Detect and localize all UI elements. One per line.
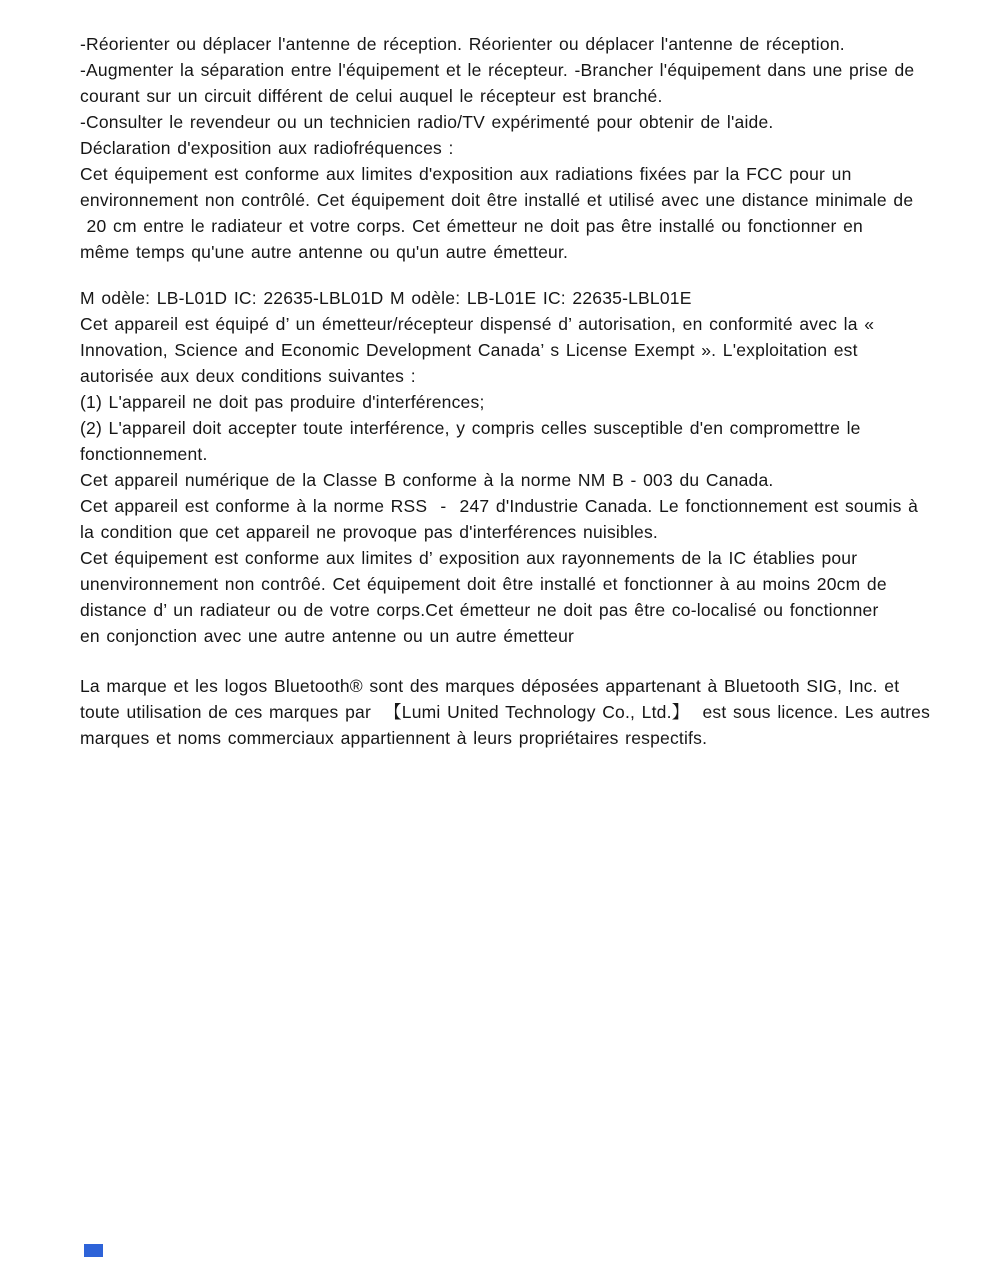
section-bluetooth-trademark-notice [80, 673, 992, 751]
text-line: Cet équipement est conforme aux limites d'exposition aux radiations fixées par la FCC pour un [80, 164, 852, 184]
text-line: autorisée aux deux conditions suivantes : [80, 366, 416, 386]
text-line: courant sur un circuit différent de celui auquel le récepteur est branché. [80, 86, 663, 106]
text-line: Cet appareil numérique de la Classe B conforme à la norme NM B - 003 du Canada. [80, 470, 774, 490]
text-line: Cet appareil est équipé d’ un émetteur/récepteur dispensé d’ autorisation, en conformité avec la « [80, 314, 875, 334]
text-line: Déclaration d'exposition aux radiofréquences : [80, 138, 454, 158]
text-line: -Consulter le revendeur ou un technicien radio/TV expérimenté pour obtenir de l'aide. [80, 112, 774, 132]
blue-artifact-mark [84, 1244, 103, 1257]
text-line: en conjonction avec une autre antenne ou un autre émetteur [80, 626, 575, 646]
document-text [80, 31, 992, 751]
text-line: fonctionnement. [80, 444, 208, 464]
text-line: unenvironnement non contrôé. Cet équipement doit être installé et fonctionner à au moins 20cm de [80, 574, 887, 594]
text-line: Cet équipement est conforme aux limites d’ exposition aux rayonnements de la IC établies pour [80, 548, 858, 568]
text-line: M odèle: LB-L01D IC: 22635-LBL01D M odèle: LB-L01E IC: 22635-LBL01E [80, 288, 692, 308]
text-line: marques et noms commerciaux appartiennent à leurs propriétaires respectifs. [80, 728, 708, 748]
section-ic-canada-notice [80, 285, 992, 649]
section-fcc-interference-notice [80, 31, 992, 265]
text-line: toute utilisation de ces marques par 【Lumi United Technology Co., Ltd.】 est sous licence. Les autres [80, 702, 931, 722]
text-line: (1) L'appareil ne doit pas produire d'interférences; [80, 392, 485, 412]
text-line: La marque et les logos Bluetooth® sont des marques déposées appartenant à Bluetooth SIG, Inc. et [80, 676, 900, 696]
text-line: (2) L'appareil doit accepter toute interférence, y compris celles susceptible d'en compromettre le [80, 418, 861, 438]
text-line: Innovation, Science and Economic Development Canada’ s License Exempt ». L'exploitation est [80, 340, 858, 360]
text-line: environnement non contrôlé. Cet équipement doit être installé et utilisé avec une distance minimale de [80, 190, 914, 210]
text-line: -Réorienter ou déplacer l'antenne de réception. Réorienter ou déplacer l'antenne de réception. [80, 34, 845, 54]
text-line: distance d’ un radiateur ou de votre corps.Cet émetteur ne doit pas être co-localisé ou fonctionner [80, 600, 879, 620]
text-line: même temps qu'une autre antenne ou qu'un autre émetteur. [80, 242, 569, 262]
text-line: -Augmenter la séparation entre l'équipement et le récepteur. -Brancher l'équipement dans une prise de [80, 60, 915, 80]
text-line: Cet appareil est conforme à la norme RSS - 247 d'Industrie Canada. Le fonctionnement est soumis à [80, 496, 919, 516]
text-line: 20 cm entre le radiateur et votre corps. Cet émetteur ne doit pas être installé ou fonctionner en [80, 216, 863, 236]
text-line: la condition que cet appareil ne provoque pas d'interférences nuisibles. [80, 522, 658, 542]
